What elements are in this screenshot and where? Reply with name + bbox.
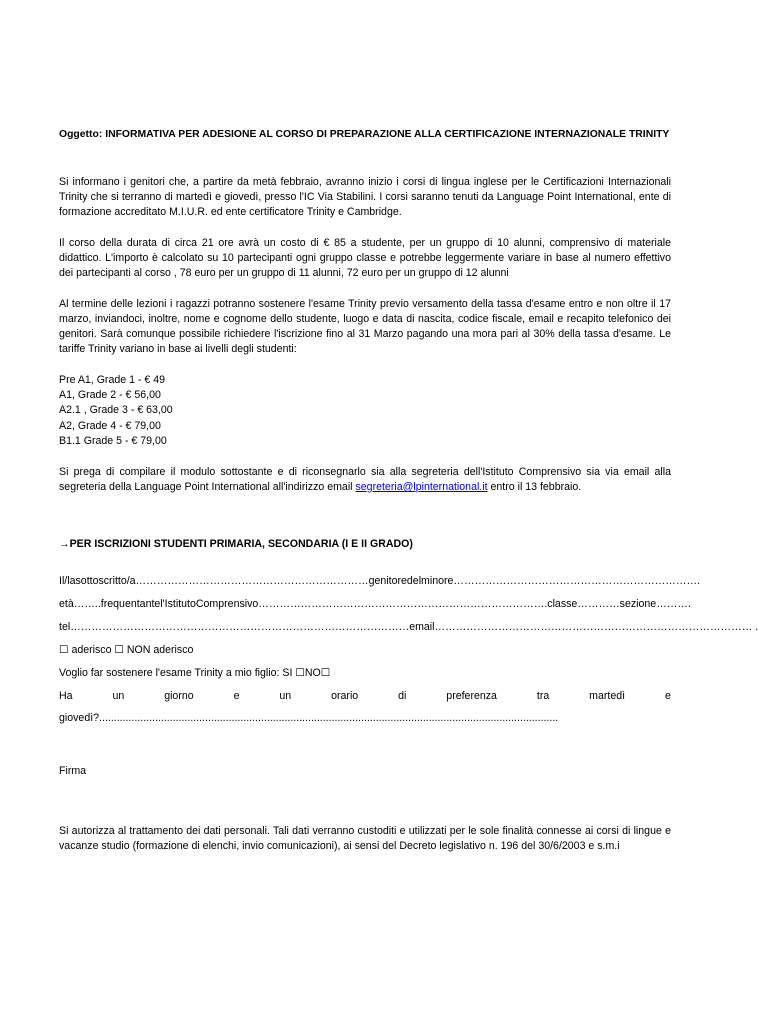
exam-checkboxes[interactable]: Voglio far sostenere l'esame Trinity a mio figlio: SI ☐NO☐: [59, 667, 331, 680]
subject-line: [59, 127, 671, 142]
paragraph-cost: Il corso della durata di circa 21 ore avrà un costo di € 85 a studente, per un gruppo di 10 alunni, comprensivo di materiale didattico. L'importo è calcolato su 10 partecipanti ogni gruppo classe e potrebbe leggermente variare in base al numero effettivo dei partecipanti al corso , 78 euro per un gruppo di 11 alunni, 72 euro per un gruppo di 12 alunni: [59, 237, 671, 279]
form-heading: →PER ISCRIZIONI STUDENTI PRIMARIA, SECONDARIA (I E II GRADO): [59, 538, 413, 551]
preference-word: tra: [536, 690, 550, 703]
tariff-item: B1.1 Grade 5 - € 79,00: [59, 434, 167, 447]
form-field-label: del: [406, 575, 422, 588]
paragraph-intro: Si informano i genitori che, a partire da metà febbraio, avranno inizio i corsi di lingua inglese per le Certificazioni Internazionali Trinity che si terranno di martedì e giovedì, presso l'IC Via Stabilini. I corsi saranno tenuti da Language Point International, ente di formazione accreditato M.I.U.R. ed ente certificatore Trinity e Cambridge.: [59, 176, 671, 218]
preference-word: e: [233, 690, 240, 703]
preference-word: un: [279, 690, 292, 703]
school-class-section-field[interactable]: Comprensivo……………………………………………………………………….classe…………sezione……….: [195, 598, 691, 611]
preference-word: Ha: [59, 690, 73, 703]
tariff-list: [59, 373, 671, 449]
adhere-checkboxes[interactable]: ☐ aderisco ☐ NON aderisco: [59, 644, 194, 657]
tariff-item: A2.1 , Grade 3 - € 63,00: [59, 404, 173, 417]
preference-word: orario: [331, 690, 359, 703]
age-field[interactable]: età……..frequentante: [59, 598, 161, 611]
paragraph-exam: Al termine delle lezioni i ragazzi potranno sostenere l'esame Trinity previo versamento della tassa d'esame entro e non oltre il 17 marzo, inviandoci, inoltre, nome e cognome dello studente, luogo e data di nascita, codice fiscale, email e recapito telefonico dei genitori. Sarà comunque possibile richiedere l'iscrizione fino al 31 Marzo pagando una mora pari al 30% della tassa d'esame. Le tariffe Trinity variano in base ai livelli degli studenti:: [59, 298, 671, 355]
form-row-name[interactable]: [59, 574, 701, 589]
form-field-label: l'Istituto: [160, 598, 196, 611]
preference-word: martedì: [589, 690, 626, 703]
preference-word: preferenza: [446, 690, 497, 703]
tariff-item: A2, Grade 4 - € 79,00: [59, 419, 161, 432]
tariff-item: A1, Grade 2 - € 56,00: [59, 389, 161, 402]
phone-email-field[interactable]: tel……………………………………………………………………………………email……………………………………………………………………………… .: [59, 621, 758, 634]
preference-word: un: [112, 690, 125, 703]
subject-label: Oggetto:: [59, 129, 103, 140]
parent-name-field[interactable]: sottoscritto/a…………………………………………………………genitore: [75, 575, 407, 588]
preference-word: di: [398, 690, 407, 703]
tariff-item: Pre A1, Grade 1 - € 49: [59, 374, 165, 386]
form-field-label: Il/la: [59, 575, 76, 588]
preference-field[interactable]: giovedì?............................................................................................................................................................: [59, 712, 559, 725]
document-body: [59, 127, 758, 854]
student-name-field[interactable]: minore…………………………………………………………….: [421, 575, 701, 588]
subject-text: INFORMATIVA PER ADESIONE AL CORSO DI PREPARAZIONE ALLA CERTIFICAZIONE INTERNAZIONALE TRINITY: [105, 129, 670, 140]
email-link[interactable]: segreteria@lpinternational.it: [355, 481, 488, 494]
paragraph-instructions: [59, 465, 671, 495]
instructions-deadline: entro il 13 febbraio.: [487, 481, 582, 494]
signature-label: Firma: [59, 765, 87, 778]
form-row-school[interactable]: [59, 597, 691, 612]
preference-word: e: [665, 690, 671, 703]
preference-word: giorno: [164, 690, 194, 703]
form-row-preference: [59, 689, 671, 704]
instructions-text: Si prega di compilare il modulo sottostante e di riconsegnarlo sia alla segreteria dell'Istituto Comprensivo sia via email alla segreteria della Language Point International all'indirizzo email: [59, 466, 671, 494]
privacy-notice: Si autorizza al trattamento dei dati personali. Tali dati verranno custoditi e utilizzati per le sole finalità connesse ai corsi di lingue e vacanze studio (formazione di elenchi, invio comunicazioni), ai sensi del Decreto legislativo n. 196 del 30/6/2003 e s.m.i: [59, 825, 671, 853]
